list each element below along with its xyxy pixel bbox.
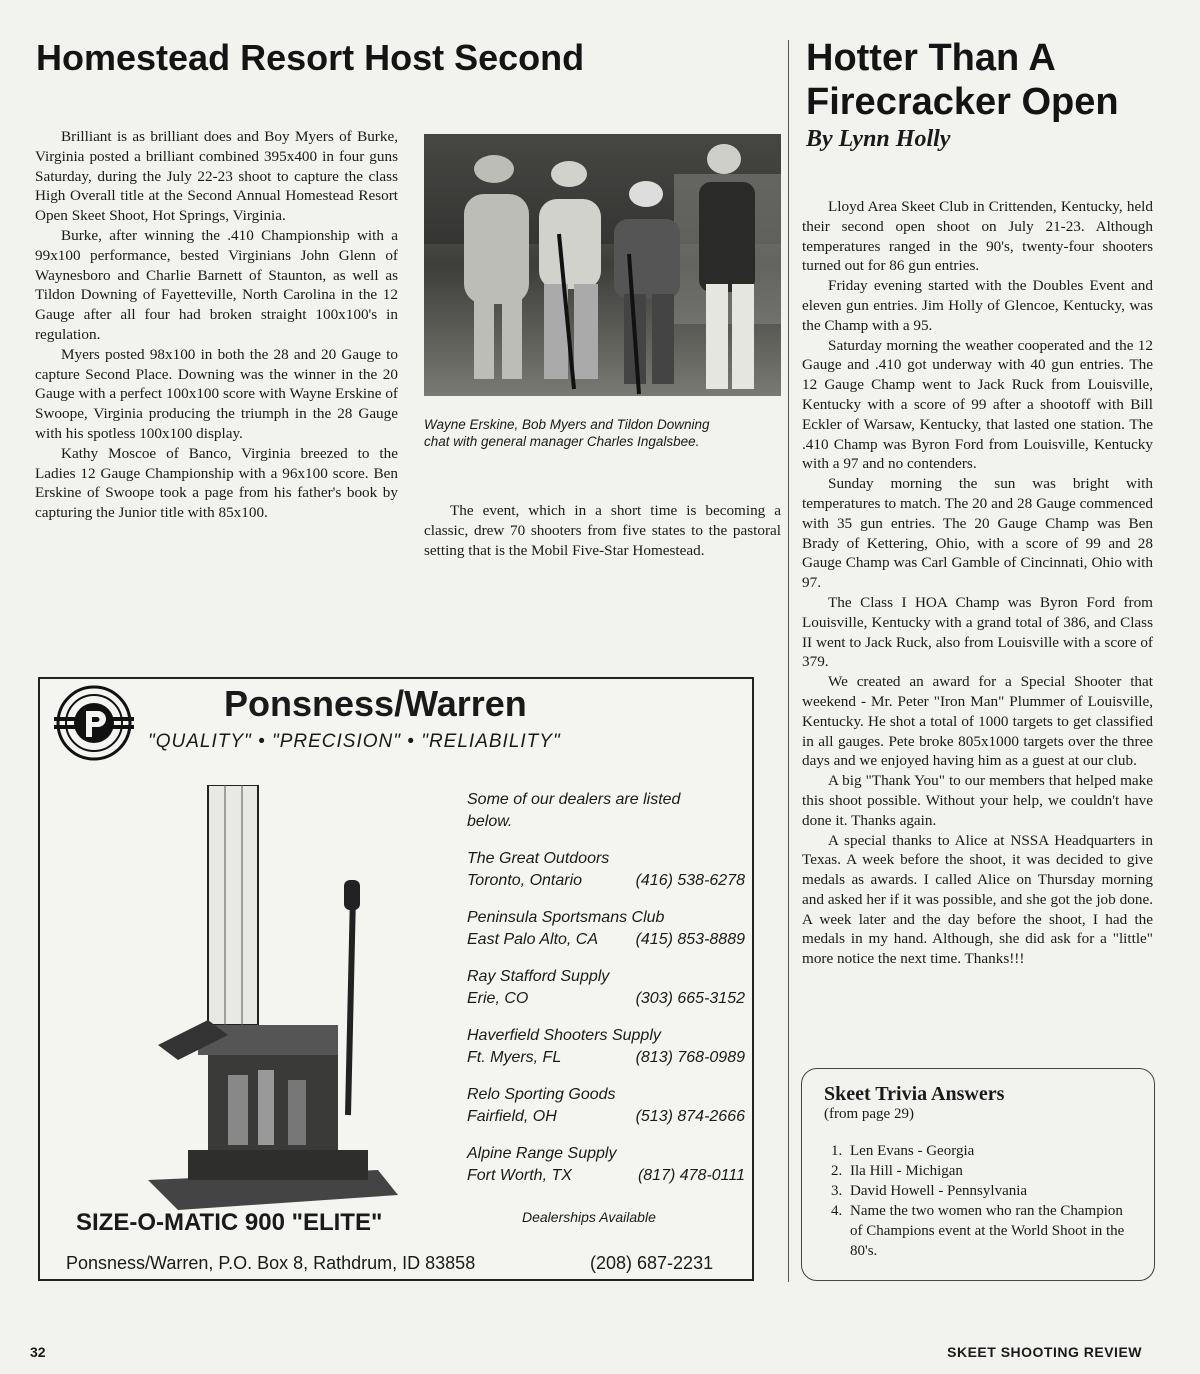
trivia-answer: 2. Ila Hill - Michigan [846, 1161, 1132, 1181]
right-paragraph-1: Lloyd Area Skeet Club in Crittenden, Kentucky, held their second open shoot on July 21-23. Although temperatures ranged in the 90's, twenty-four shooters turned out for 86 gun entries. [802, 198, 1153, 275]
dealer-city: Ft. Myers, FL [467, 1049, 562, 1066]
dealer-entry [467, 966, 752, 1010]
product-name: SIZE-O-MATIC 900 "ELITE" [76, 1209, 383, 1236]
dealer-name: Peninsula Sportsmans Club [467, 909, 665, 926]
dealer-city: Toronto, Ontario [467, 872, 583, 889]
continuation-paragraph: The event, which in a short time is becoming a classic, drew 70 shooters from five states to the pastoral setting that is the Mobil Five-Star Homestead. [424, 502, 781, 559]
right-paragraph-8: A special thanks to Alice at NSSA Headquarters in Texas. A week before the shoot, it was decided to give medals as awards. I called Alice on Thursday morning and asked her if it was possible, and she got the job done. A week later and the day before the shoot, I had the medals in my hand. Although, she did ask for a "little" more notice the next time. Thanks!!! [802, 831, 1153, 968]
left-paragraph-3: Myers posted 98x100 in both the 28 and 20 Gauge to capture Second Place. Downing was the winner in the 20 Gauge with a perfect 100x100 score with Wayne Erskine of Swoope, Virginia producing the triumph in the 28 Gauge with his spotless 100x100 display. [35, 345, 398, 442]
dealer-name: Alpine Range Supply [467, 1145, 617, 1162]
dealer-city: Erie, CO [467, 990, 529, 1007]
ad-tagline: "QUALITY" • "PRECISION" • "RELIABILITY" [148, 731, 561, 752]
ad-phone: (208) 687-2231 [590, 1253, 714, 1273]
dealer-name: Haverfield Shooters Supply [467, 1027, 661, 1044]
left-article-body [35, 127, 398, 523]
left-paragraph-1: Brilliant is as brilliant does and Boy Myers of Burke, Virginia posted a brilliant combined 395x400 in four guns Saturday, during the July 22-23 shoot to capture the class High Overall title at the Second Annual Homestead Resort Open Skeet Shoot, Hot Springs, Virginia. [35, 128, 398, 225]
right-paragraph-5: The Class I HOA Champ was Byron Ford from Louisville, Kentucky with a grand total of 386, and Class II went to Jack Ruck, also from Louisville with a score of 379. [802, 593, 1153, 671]
publication-name: SKEET SHOOTING REVIEW [947, 1344, 1142, 1360]
dealer-entry [467, 1084, 752, 1128]
dealer-phone: (513) 874-2666 [635, 1108, 745, 1125]
dealer-phone: (415) 853-8889 [635, 931, 745, 948]
dealer-city: East Palo Alto, CA [467, 931, 599, 948]
trivia-subtitle: (from page 29) [824, 1106, 914, 1122]
logo-emblem-icon [52, 681, 136, 765]
right-article-body [802, 197, 1153, 969]
left-article-continuation [424, 501, 781, 560]
dealer-phone: (817) 478-0111 [637, 1167, 745, 1184]
page-number: 32 [30, 1344, 46, 1360]
right-article-title-line-1: Hotter Than A [806, 37, 1056, 79]
photo-illustration [424, 134, 781, 396]
brand-logo [52, 681, 136, 765]
right-paragraph-6: We created an award for a Special Shooter that weekend - Mr. Peter "Iron Man" Plummer of Louisville, Kentucky. He shot a total of 1000 targets to get classified in all gauges. Pete broke 805x1000 targets over the three days and we enjoyed having him as a guest at our club. [802, 673, 1153, 770]
trivia-answer: 1. Len Evans - Georgia [846, 1141, 1132, 1161]
column-divider [788, 40, 789, 1282]
right-paragraph-4: Sunday morning the sun was bright with temperatures to match. The 20 and 28 Gauge commenced with 35 gun entries. The 20 Gauge Champ was Ben Brady of Kettering, Ohio, with a score of 99 and 28 Gauge Champ was Carl Gamble of Cincinnati, Ohio with 97. [802, 475, 1153, 592]
right-paragraph-7: A big "Thank You" to our members that helped make this shoot possible. Without your help, we couldn't have done it. Thanks again. [802, 772, 1153, 829]
photo-caption: Wayne Erskine, Bob Myers and Tildon Downing chat with general manager Charles Ingalsbee. [424, 417, 710, 449]
dealerships-note: Dealerships Available [522, 1209, 656, 1225]
dealer-list [467, 789, 752, 1202]
ad-brand: Ponsness/Warren [224, 683, 527, 724]
dealer-phone: (813) 768-0989 [635, 1049, 745, 1066]
trivia-list [824, 1141, 1132, 1261]
dealer-entry [467, 1143, 752, 1187]
dealer-phone: (416) 538-6278 [635, 872, 745, 889]
left-paragraph-2: Burke, after winning the .410 Championship with a 99x100 performance, bested Virginians John Glenn of Waynesboro and Charlie Barnett of Staunton, as well as Tildon Downing of Fayetteville, North Carolina in the 12 Gauge after all four had broken straight 100x100's in regulation. [35, 226, 398, 343]
trivia-answer: 3. David Howell - Pennsylvania [846, 1181, 1132, 1201]
dealers-intro: Some of our dealers are listed below. [467, 791, 681, 830]
dealer-name: Relo Sporting Goods [467, 1086, 616, 1103]
ponsness-warren-ad [38, 677, 754, 1281]
dealer-name: The Great Outdoors [467, 850, 610, 867]
right-paragraph-2: Friday evening started with the Doubles Event and eleven gun entries. Jim Holly of Glencoe, Kentucky, was the Champ with a 95. [802, 277, 1153, 334]
dealer-entry [467, 1025, 752, 1069]
dealer-phone: (303) 665-3152 [635, 990, 745, 1007]
byline: By Lynn Holly [806, 126, 951, 152]
reloader-machine-illustration [148, 785, 428, 1215]
trivia-title: Skeet Trivia Answers [824, 1083, 1005, 1105]
left-article-title: Homestead Resort Host Second [36, 37, 585, 78]
reloader-machine-image [148, 785, 428, 1215]
dealer-entry [467, 907, 752, 951]
ad-address: Ponsness/Warren, P.O. Box 8, Rathdrum, ID 83858 [66, 1253, 476, 1273]
dealer-entry [467, 848, 752, 892]
article-photo [424, 134, 781, 396]
right-article-title-line-2: Firecracker Open [806, 81, 1119, 123]
dealer-name: Ray Stafford Supply [467, 968, 610, 985]
dealer-city: Fairfield, OH [467, 1108, 557, 1125]
left-paragraph-4: Kathy Moscoe of Banco, Virginia breezed to the Ladies 12 Gauge Championship with a 96x100 score. Ben Erskine of Swoope took a page from his father's book by capturing the Junior title with 85x100. [35, 444, 398, 522]
dealer-city: Fort Worth, TX [467, 1167, 572, 1184]
skeet-trivia-box [801, 1068, 1155, 1281]
trivia-answer: 4. Name the two women who ran the Champion of Champions event at the World Shoot in the 80's. [846, 1201, 1132, 1261]
right-paragraph-3: Saturday morning the weather cooperated and the 12 Gauge and .410 got underway with 40 gun entries. The 12 Gauge Champ went to Jack Ruck from Louisville, Kentucky with a score of 99 after a shootoff with Bill Eckler of Warsaw, Kentucky, that lasted one station. The .410 Champ was Byron Ford from Louisville, Kentucky with a 97 and no contenders. [802, 336, 1153, 473]
